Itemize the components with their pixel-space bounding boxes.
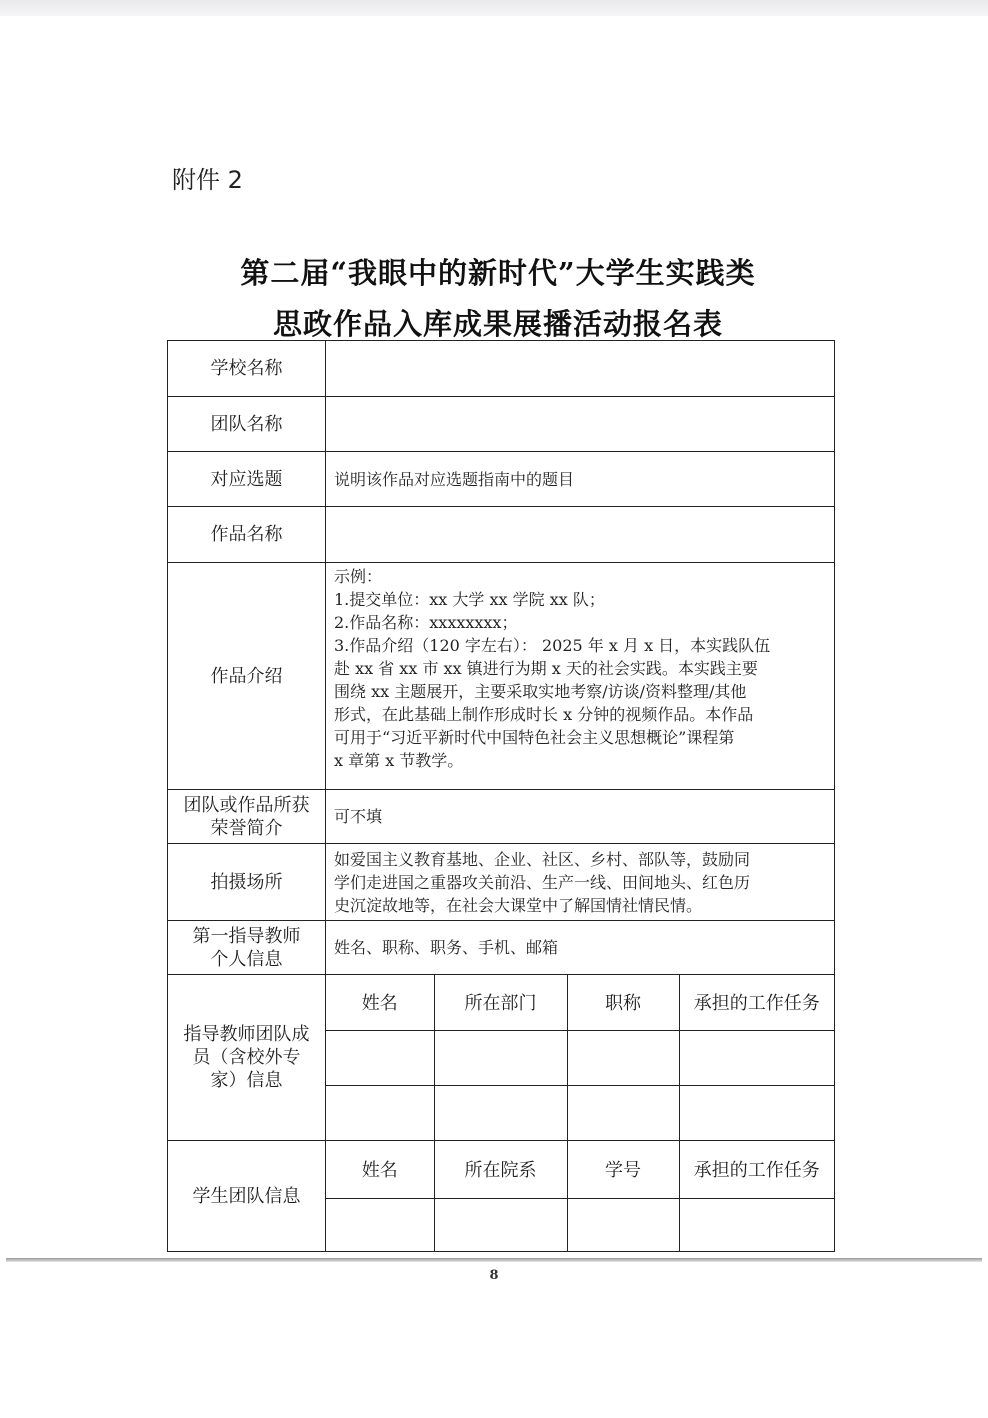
intro-line: 示例： <box>334 567 383 586</box>
teacher-name-cell[interactable] <box>326 1030 434 1085</box>
teacher-team-grid-cell <box>326 975 835 1141</box>
teacher-team-label-line-2: 员（含校外专 <box>192 1047 301 1068</box>
school-label: 学校名称 <box>168 341 326 397</box>
work-name-label: 作品名称 <box>168 507 326 563</box>
student-team-header: 学号 <box>567 1141 679 1198</box>
row-intro <box>168 563 835 790</box>
row-team <box>168 397 835 452</box>
teacher-title-cell[interactable] <box>567 1085 679 1140</box>
row-school <box>168 341 835 397</box>
registration-form-table <box>167 340 835 1252</box>
first-teacher-label-line-2: 个人信息 <box>210 948 283 970</box>
intro-line: x 章第 x 节教学。 <box>334 751 464 770</box>
teacher-name-cell[interactable] <box>326 1085 434 1140</box>
teacher-department-cell[interactable] <box>434 1085 567 1140</box>
row-student-team <box>168 1141 835 1252</box>
first-teacher-label-line-1: 第一指导教师 <box>192 925 301 947</box>
school-value[interactable] <box>326 341 835 397</box>
student-task-cell[interactable] <box>679 1198 834 1251</box>
page-edge-shadow <box>6 1258 982 1262</box>
teacher-team-header: 承担的工作任务 <box>679 975 834 1030</box>
intro-line: 1.提交单位：xx 大学 xx 学院 xx 队； <box>334 590 605 609</box>
teacher-title-cell[interactable] <box>567 1030 679 1085</box>
intro-value[interactable] <box>326 563 835 790</box>
teacher-team-label-line-1: 指导教师团队成 <box>183 1024 310 1045</box>
row-honors <box>168 790 835 844</box>
attachment-label: 附件 2 <box>172 166 243 194</box>
teacher-team-label-line-3: 家）信息 <box>210 1070 283 1091</box>
student-name-cell[interactable] <box>326 1198 434 1251</box>
honors-label <box>168 790 326 844</box>
honors-value[interactable]: 可不填 <box>326 790 835 844</box>
form-title-line-1: 第二届“我眼中的新时代”大学生实践类 <box>240 256 756 290</box>
row-topic <box>168 452 835 507</box>
table-row <box>326 1030 834 1085</box>
honors-label-line-2: 荣誉简介 <box>210 817 283 839</box>
teacher-team-label <box>168 975 326 1141</box>
teacher-team-header: 所在部门 <box>434 975 567 1030</box>
student-team-header: 所在院系 <box>434 1141 567 1198</box>
intro-line: 形式，在此基础上制作形成时长 x 分钟的视频作品。本作品 <box>334 705 754 724</box>
teacher-task-cell[interactable] <box>679 1030 834 1085</box>
topic-label: 对应选题 <box>168 452 326 507</box>
location-value[interactable] <box>326 844 835 921</box>
intro-label: 作品介绍 <box>168 563 326 790</box>
page-number: 8 <box>489 1268 499 1283</box>
row-work-name <box>168 507 835 563</box>
honors-label-line-1: 团队或作品所获 <box>183 794 310 816</box>
row-teacher-team <box>168 975 835 1141</box>
student-team-label: 学生团队信息 <box>168 1141 326 1252</box>
teacher-team-header: 姓名 <box>326 975 434 1030</box>
row-location <box>168 844 835 921</box>
work-name-value[interactable] <box>326 507 835 563</box>
teacher-task-cell[interactable] <box>679 1085 834 1140</box>
location-label: 拍摄场所 <box>168 844 326 921</box>
teacher-team-header: 职称 <box>567 975 679 1030</box>
location-line: 如爱国主义教育基地、企业、社区、乡村、部队等，鼓励同 <box>334 849 751 869</box>
intro-line: 可用于“习近平新时代中国特色社会主义思想概论”课程第 <box>334 728 735 747</box>
student-team-table <box>326 1141 834 1251</box>
form-title-line-2: 思政作品入库成果展播活动报名表 <box>272 307 723 341</box>
location-line: 史沉淀故地等，在社会大课堂中了解国情社情民情。 <box>334 895 703 915</box>
student-department-cell[interactable] <box>434 1198 567 1251</box>
first-teacher-label <box>168 921 326 975</box>
table-row <box>326 1085 834 1140</box>
teacher-team-table <box>326 975 834 1140</box>
topic-value[interactable]: 说明该作品对应选题指南中的题目 <box>326 452 835 507</box>
team-label: 团队名称 <box>168 397 326 452</box>
teacher-department-cell[interactable] <box>434 1030 567 1085</box>
student-team-header: 姓名 <box>326 1141 434 1198</box>
student-team-header: 承担的工作任务 <box>679 1141 834 1198</box>
student-team-header-row <box>326 1141 834 1198</box>
viewer-top-bar <box>0 0 988 17</box>
student-team-grid-cell <box>326 1141 835 1252</box>
intro-line: 围绕 xx 主题展开，主要采取实地考察/访谈/资料整理/其他 <box>334 682 747 701</box>
row-first-teacher <box>168 921 835 975</box>
intro-line: 2.作品名称：xxxxxxxx； <box>334 613 518 632</box>
teacher-team-header-row <box>326 975 834 1030</box>
table-row <box>326 1198 834 1251</box>
first-teacher-value[interactable]: 姓名、职称、职务、手机、邮箱 <box>326 921 835 975</box>
student-id-cell[interactable] <box>567 1198 679 1251</box>
location-line: 学们走进国之重器攻关前沿、生产一线、田间地头、红色历 <box>334 872 751 892</box>
team-value[interactable] <box>326 397 835 452</box>
intro-line: 3.作品介绍（120 字左右）： 2025 年 x 月 x 日，本实践队伍 <box>334 636 771 655</box>
intro-line: 赴 xx 省 xx 市 xx 镇进行为期 x 天的社会实践。本实践主要 <box>334 659 758 678</box>
